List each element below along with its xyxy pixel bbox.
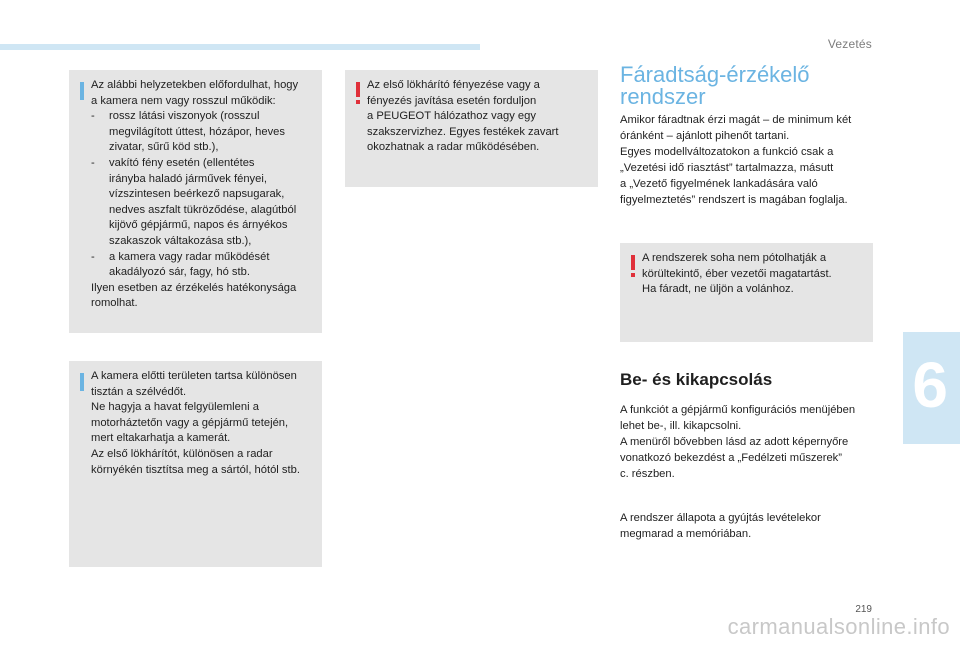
list-item: - a kamera vagy radar működését akadályozó sár, fagy, hó stb. (91, 250, 270, 279)
page-number: 219 (855, 604, 872, 615)
warning-box-bumper-paint: Az első lökhárító fényezése vagy a fényezés javítása esetén forduljon a PEUGEOT hálózathoz vagy egy szakszervizhez. Egyes festékek zavart okozhatnak a radar működésében. (345, 70, 598, 187)
box-text-line: romolhat. (91, 297, 138, 310)
fatigue-intro-text: Amikor fáradtnak érzi magát – de minimum két óránként – ajánlott pihenőt tartani. Egyes modellváltozatokon a funkció csak a „Vezetési idő riasztást” tartalmazza, másutt a „Vezető figyelmének lankadására való figyelmeztetés” rendszert is magában foglalja. (620, 114, 852, 206)
list-item: - vakító fény esetén (ellentétes irányba haladó járművek fényei, vízszintesen beérkező napsugarak, nedves aszfalt tükröződése, alagútból kijövő gépjármű, napos és árnyékos szakaszok váltakozása stb.), (91, 156, 297, 247)
on-off-paragraph-1: A funkciót a gépjármű konfigurációs menüjében lehet be-, ill. kikapcsolni. A menüről bővebben lásd az adott képernyőre vonatkozó bekezdést a „Fedélzeti műszerek” c. részben. (620, 404, 856, 480)
box-text-line: Az alábbi helyzetekben előfordulhat, hogy (91, 79, 299, 91)
warning-icon (356, 82, 360, 97)
box-text-line: Ilyen esetben az érzékelés hatékonysága (91, 281, 297, 294)
header-accent-bar (0, 44, 480, 50)
info-box-camera-cleaning: A kamera előtti területen tartsa különösen tisztán a szélvédőt. Ne hagyja a havat felgyülemleni a motorháztetőn vagy a gépjármű tetején, mert eltakarhatja a kamerát. Az első lökhárítót, különösen a radar környékén tisztítsa meg a sártól, hótól stb. (69, 361, 322, 567)
watermark-text: carmanualsonline.info (727, 614, 950, 639)
section-title-on-off: Be- és kikapcsolás (620, 370, 773, 389)
on-off-paragraph-2: A rendszer állapota a gyújtás levételekor megmarad a memóriában. (620, 512, 821, 540)
info-icon (80, 373, 84, 391)
warning-icon (631, 255, 635, 270)
info-icon (80, 82, 84, 100)
box-text-line: a kamera nem vagy rosszul működik: (91, 94, 276, 107)
info-box-camera-limits (69, 70, 322, 333)
chapter-title: Vezetés (827, 37, 872, 51)
chapter-number: 6 (912, 349, 948, 421)
warning-box-driver-attention: A rendszerek soha nem pótolhatják a körültekintő, éber vezetői magatartást. Ha fáradt, ne üljön a volánhoz. (620, 243, 873, 342)
section-title-fatigue: Fáradtság-érzékelő rendszer (620, 62, 810, 109)
list-item: - rossz látási viszonyok (rosszul megvilágított úttest, hózápor, heves zivatar, sűrű köd stb.), (91, 110, 285, 154)
